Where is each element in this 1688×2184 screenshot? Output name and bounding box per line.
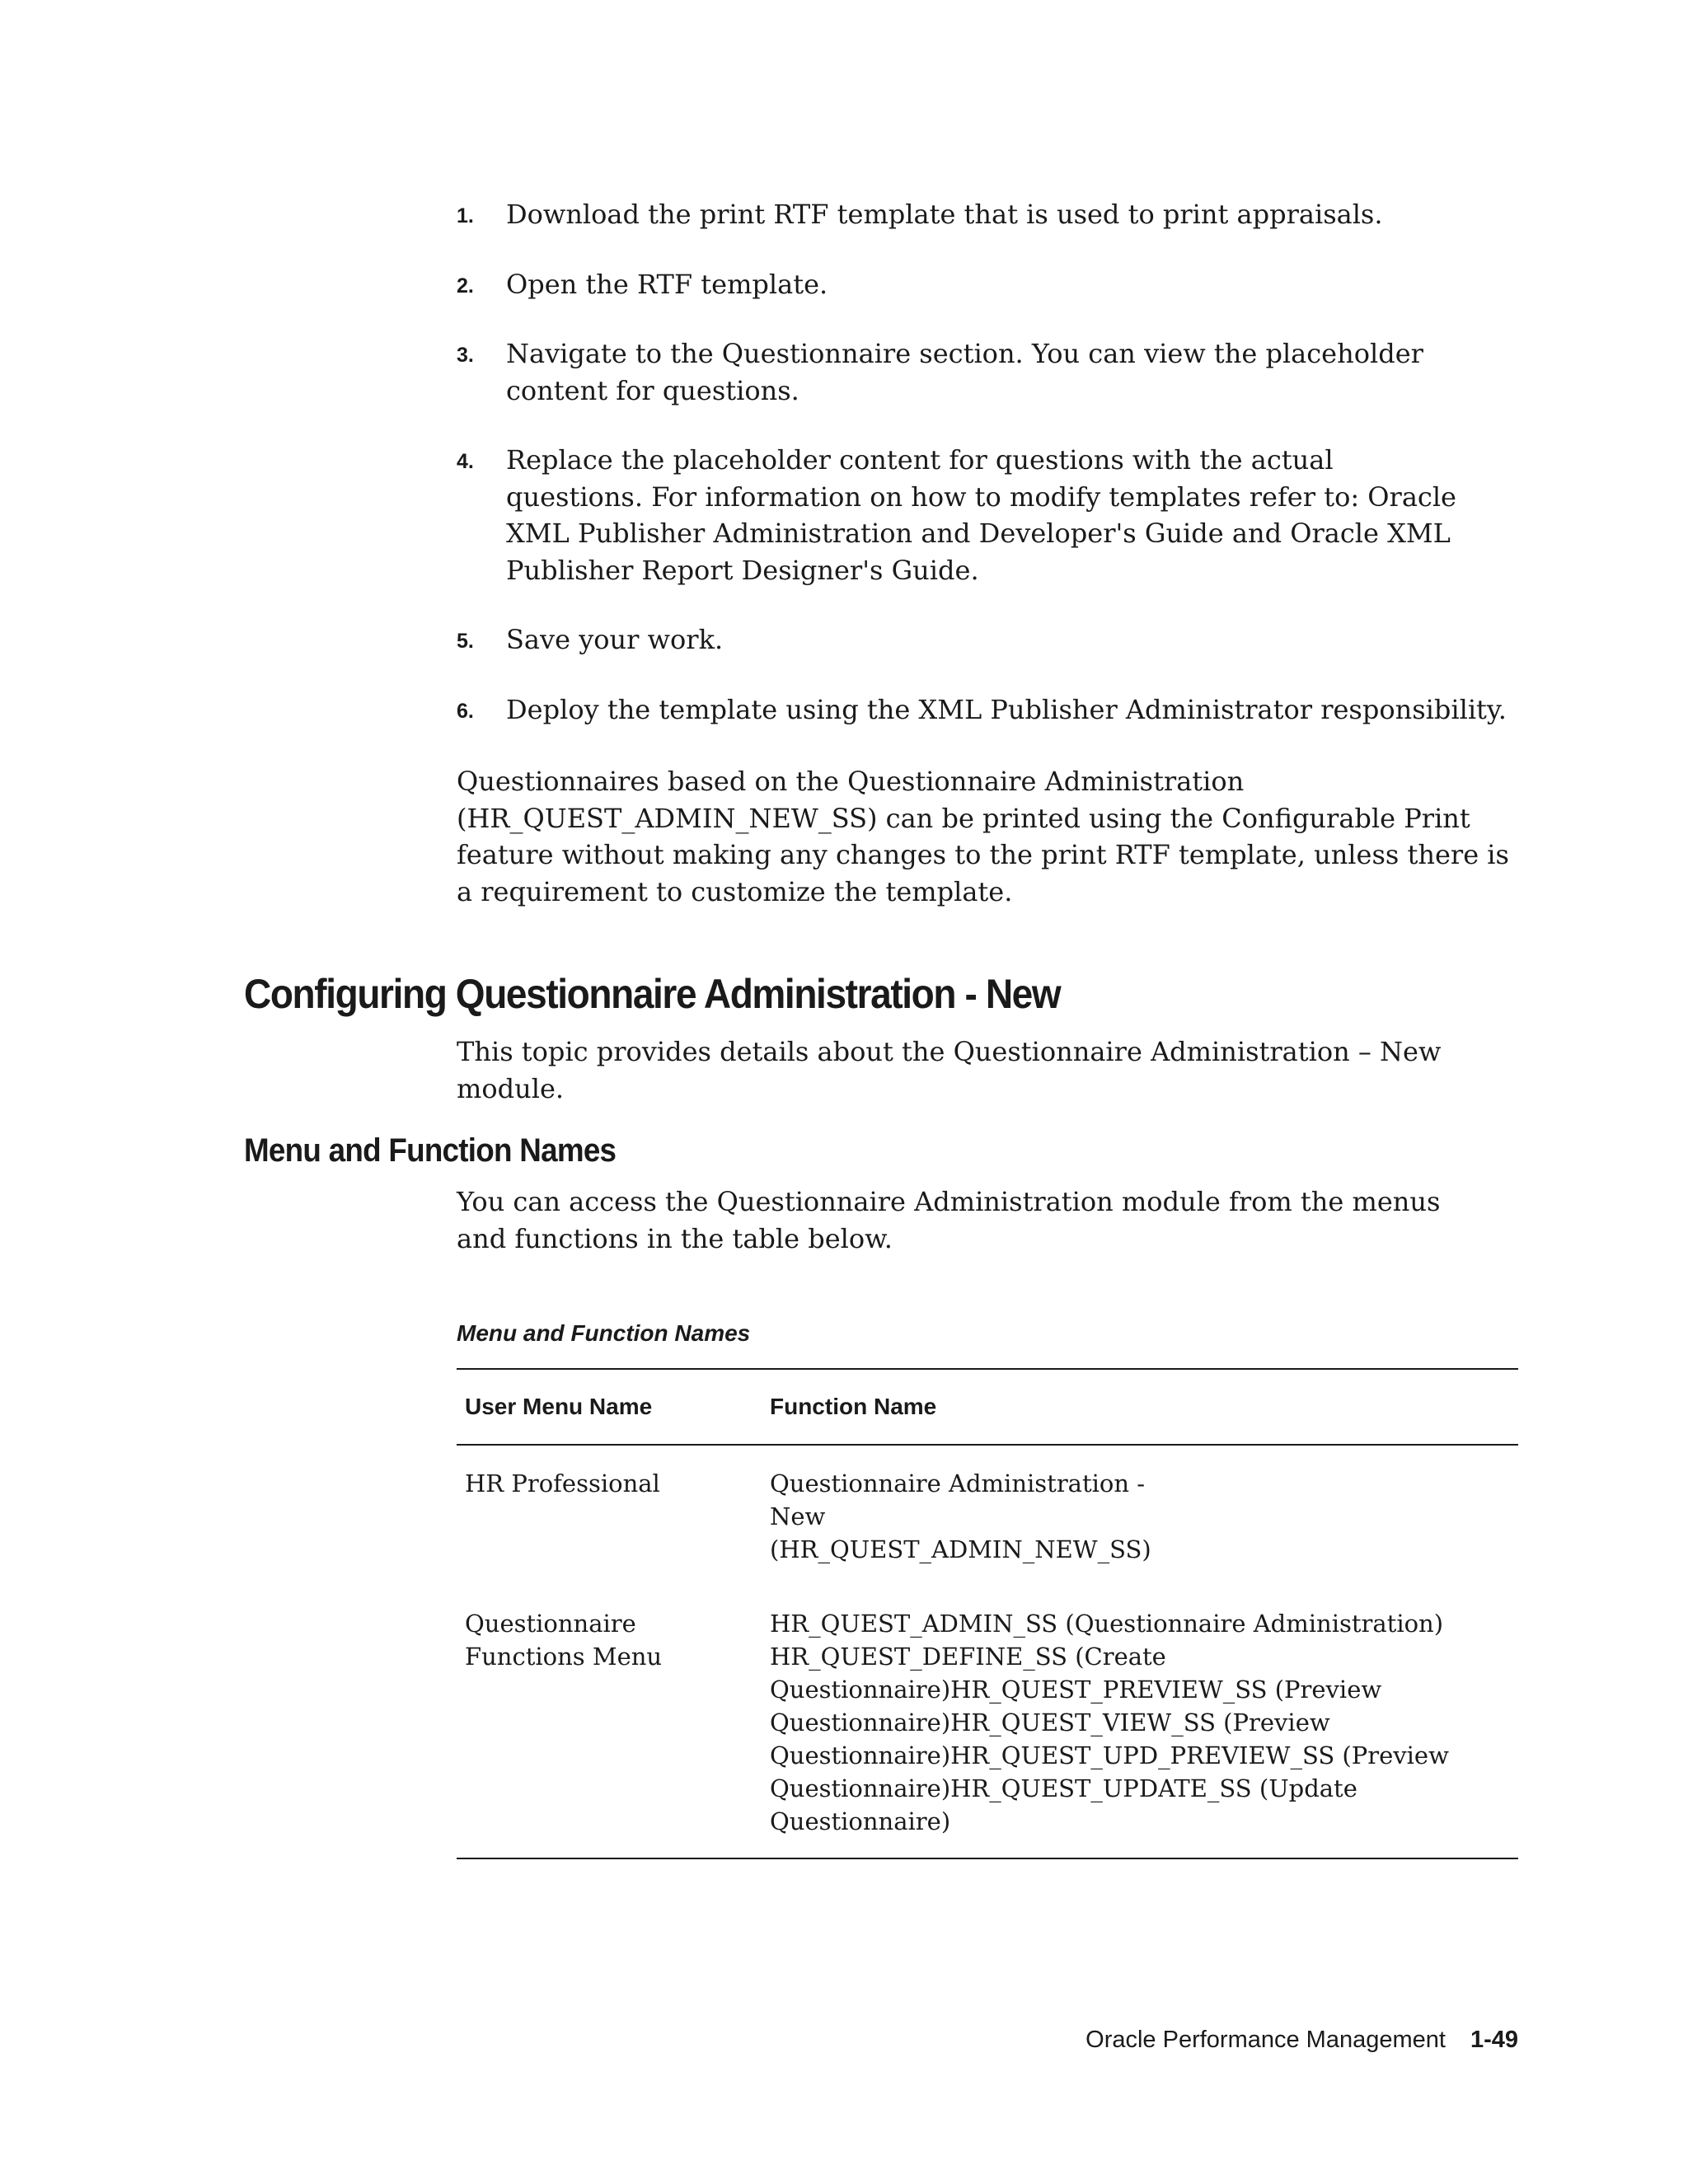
step-number: 5. <box>457 630 474 653</box>
step-item <box>457 621 1520 658</box>
step-number: 1. <box>457 204 474 227</box>
table-row <box>457 1596 1518 1858</box>
step-item <box>457 442 1462 588</box>
section-intro: This topic provides details about the Questionnaire Administration – New module. <box>457 1036 1442 1104</box>
table-cell-function: Questionnaire Administration - New (HR_QUEST_ADMIN_NEW_SS) <box>770 1469 1151 1563</box>
step-item <box>457 691 1520 729</box>
footer-title: Oracle Performance Management <box>1085 2027 1446 2053</box>
step-number: 6. <box>457 699 474 723</box>
step-text: Save your work. <box>506 624 724 655</box>
subsection-heading: Menu and Function Names <box>244 1132 617 1169</box>
section-heading: Configuring Questionnaire Administration - New <box>244 971 1061 1017</box>
step-item <box>457 196 1520 233</box>
step-text: Open the RTF template. <box>506 268 828 300</box>
step-item <box>457 335 1512 409</box>
column-header-user-menu: User Menu Name <box>457 1369 762 1445</box>
table-row <box>457 1445 1518 1596</box>
step-text: Deploy the template using the XML Publisher Administrator responsibility. <box>506 693 1507 725</box>
procedure-steps <box>457 196 1520 761</box>
page-number: 1-49 <box>1470 2027 1518 2053</box>
step-number: 2. <box>457 274 474 298</box>
table-cell-menu: HR Professional <box>465 1469 660 1497</box>
table-header-row <box>457 1369 1518 1445</box>
subsection-intro: You can access the Questionnaire Administration module from the menus and functions in the table below. <box>457 1186 1441 1254</box>
configurable-print-note: Questionnaires based on the Questionnaire Administration (HR_QUEST_ADMIN_NEW_SS) can be printed using the Configurable Print feature without making any changes to the print RTF template, unless there is a requirement to customize the template. <box>457 766 1509 907</box>
table-cell-menu: Questionnaire Functions Menu <box>465 1610 663 1671</box>
column-header-function: Function Name <box>762 1369 1518 1445</box>
step-text: Replace the placeholder content for questions with the actual questions. For information on how to modify templates refer to: Oracle XML Publisher Administration and Developer's Guide and Oracle XML Publisher Report Designer's Guide. <box>506 444 1456 586</box>
table-cell-function: HR_QUEST_ADMIN_SS (Questionnaire Administration) HR_QUEST_DEFINE_SS (Create Questionnaire)HR_QUEST_PREVIEW_SS (Preview Questionnaire)HR_QUEST_VIEW_SS (Preview Questionnaire)HR_QUEST_UPD_PREVIEW_SS (Preview Questionnaire)HR_QUEST_UPDATE_SS (Update Questionnaire) <box>770 1610 1449 1835</box>
step-item <box>457 266 1520 303</box>
step-number: 4. <box>457 450 474 473</box>
page-footer <box>1085 2023 1518 2056</box>
step-text: Navigate to the Questionnaire section. You can view the placeholder content for questions. <box>506 338 1423 406</box>
step-number: 3. <box>457 344 474 367</box>
menu-function-table <box>457 1368 1518 1859</box>
table-caption: Menu and Function Names <box>457 1320 751 1346</box>
step-text: Download the print RTF template that is used to print appraisals. <box>506 199 1383 230</box>
